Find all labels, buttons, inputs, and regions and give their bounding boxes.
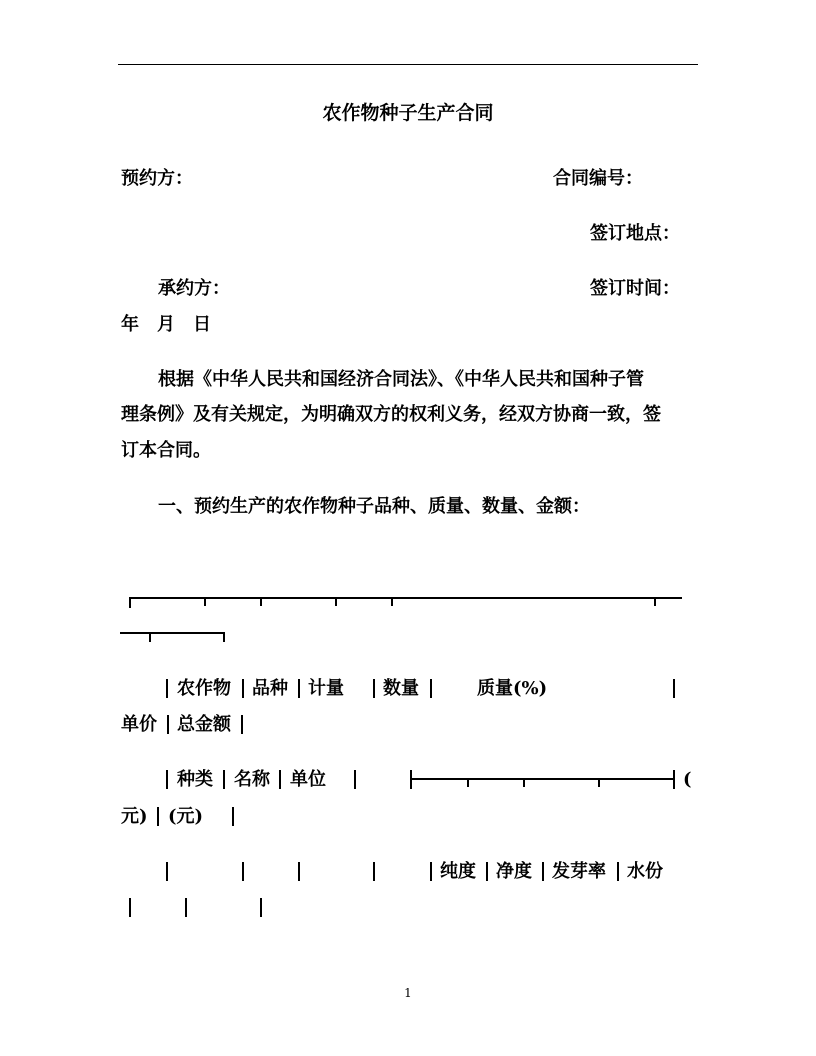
table-unit-yuan-total: (元) bbox=[168, 806, 204, 827]
table-cell-divider bbox=[167, 715, 169, 734]
sign-place-label: 签订地点： bbox=[590, 223, 680, 244]
date-line: 年 月 日 bbox=[121, 314, 211, 335]
table-top-border-continued bbox=[120, 632, 225, 634]
table-tick bbox=[391, 597, 393, 606]
table-cell-divider bbox=[542, 862, 544, 881]
table-header-unit: 计量 bbox=[308, 678, 344, 699]
table-tick bbox=[523, 778, 525, 787]
table-header-total: 总金额 bbox=[177, 714, 231, 735]
table-tick bbox=[223, 632, 225, 642]
table-cell-divider bbox=[617, 862, 619, 881]
table-tick bbox=[335, 597, 337, 606]
table-cell-divider bbox=[185, 898, 187, 917]
table-header-variety: 品种 bbox=[252, 678, 288, 699]
table-cell-divider bbox=[298, 679, 300, 698]
table-header-purity: 纯度 bbox=[440, 861, 476, 882]
preamble-line-2: 理条例》及有关规定，为明确双方的权利义务，经双方协商一致，签 bbox=[121, 404, 661, 425]
table-cell-divider bbox=[166, 862, 168, 881]
table-cell-divider bbox=[673, 679, 675, 698]
table-cell-divider bbox=[373, 679, 375, 698]
table-cell-divider bbox=[260, 898, 262, 917]
preamble-line-1: 根据《中华人民共和国经济合同法》、《中华人民共和国种子管 bbox=[158, 369, 644, 390]
preamble-line-3: 订本合同。 bbox=[121, 440, 211, 461]
table-tick bbox=[129, 597, 131, 608]
table-tick bbox=[260, 597, 262, 606]
table-cell-divider bbox=[241, 715, 243, 734]
table-cell-divider bbox=[232, 807, 234, 826]
clause-1-heading: 一、预约生产的农作物种子品种、质量、数量、金额： bbox=[158, 496, 590, 517]
table-tick bbox=[204, 597, 206, 606]
page-number: 1 bbox=[404, 986, 412, 1000]
table-cell-divider bbox=[129, 898, 131, 917]
table-header-crop-type: 种类 bbox=[177, 769, 213, 790]
quality-subheader-rule bbox=[411, 778, 674, 780]
table-header-name: 名称 bbox=[234, 769, 270, 790]
table-cell-divider bbox=[166, 679, 168, 698]
table-cell-divider bbox=[298, 862, 300, 881]
table-cell-divider bbox=[279, 770, 281, 789]
table-header-quantity: 数量 bbox=[383, 678, 419, 699]
sign-time-label: 签订时间： bbox=[590, 278, 680, 299]
table-tick bbox=[467, 778, 469, 787]
table-cell-divider bbox=[673, 770, 675, 789]
document-title: 农作物种子生产合同 bbox=[322, 102, 494, 124]
table-header-measure-unit: 单位 bbox=[290, 769, 326, 790]
table-cell-divider bbox=[373, 862, 375, 881]
table-header-moisture: 水份 bbox=[627, 861, 663, 882]
table-top-border bbox=[129, 597, 682, 599]
table-cell-divider bbox=[166, 770, 168, 789]
table-header-unit-price: 单价 bbox=[121, 714, 157, 735]
table-header-cleanliness: 净度 bbox=[496, 861, 532, 882]
party-a-label: 预约方： bbox=[121, 168, 193, 189]
table-cell-divider bbox=[354, 770, 356, 789]
table-tick bbox=[598, 778, 600, 787]
table-tick bbox=[149, 632, 151, 642]
table-header-germination: 发芽率 bbox=[552, 861, 606, 882]
table-cell-divider bbox=[242, 862, 244, 881]
table-cell-divider bbox=[157, 807, 159, 826]
table-header-crop: 农作物 bbox=[177, 678, 231, 699]
party-b-label: 承约方： bbox=[158, 278, 230, 299]
table-cell-divider bbox=[242, 679, 244, 698]
table-unit-yuan: 元) bbox=[121, 806, 148, 827]
table-cell-divider bbox=[486, 862, 488, 881]
contract-number-label: 合同编号： bbox=[553, 168, 643, 189]
header-rule bbox=[118, 64, 698, 65]
table-cell-divider bbox=[430, 862, 432, 881]
table-paren-open: ( bbox=[683, 769, 692, 790]
table-cell-divider bbox=[430, 679, 432, 698]
table-header-quality: 质量(%) bbox=[477, 678, 548, 699]
table-cell-divider bbox=[223, 770, 225, 789]
table-tick bbox=[654, 597, 656, 606]
